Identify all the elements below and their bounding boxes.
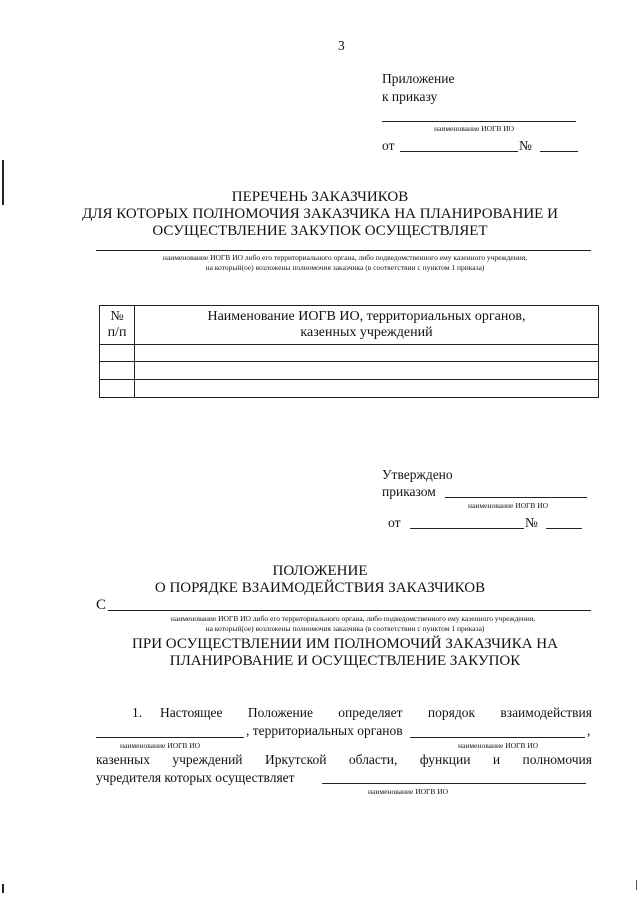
table-header-number — [100, 306, 135, 345]
list-title-line3: ОСУЩЕСТВЛЕНИЕ ЗАКУПОК ОСУЩЕСТВЛЯЕТ — [152, 223, 488, 239]
table-cell-name — [135, 345, 599, 362]
table-header-name-line1: Наименование ИОГВ ИО, территориальных органов, — [207, 309, 526, 324]
table-header-row — [100, 306, 599, 345]
paragraph-word: учреждений — [172, 752, 243, 767]
approved-order-label: приказом — [382, 484, 436, 499]
approved-order-blank — [445, 497, 587, 498]
paragraph-word: полномочия — [522, 752, 592, 767]
approved-number-blank — [546, 528, 582, 529]
approved-order-caption: наименование ИОГВ ИО — [468, 501, 549, 510]
approved-date-blank — [410, 528, 524, 529]
approved-no-label: № — [525, 515, 538, 530]
list-title-line1: ПЕРЕЧЕНЬ ЗАКАЗЧИКОВ — [231, 189, 409, 205]
table-header-number-line1: № — [110, 309, 124, 324]
paragraph-caption-b: наименование ИОГВ ИО — [458, 741, 539, 750]
paragraph-word: определяет — [338, 705, 403, 720]
table-row — [100, 380, 599, 398]
regulation-caption-line2: на который(ое) возложены полномочия заказчика (в соответствии с пунктом 1 приказа) — [205, 624, 485, 633]
paragraph-word: Положение — [247, 705, 313, 720]
paragraph-word: области, — [348, 752, 398, 767]
table-header-name-line2: казенных учреждений — [300, 325, 433, 340]
appendix-title: Приложение — [382, 71, 455, 86]
customers-table — [99, 305, 599, 398]
paragraph-word: и — [492, 752, 501, 767]
paragraph-line4: учредителя которых осуществляет — [96, 770, 295, 785]
regulation-with-label: С — [96, 597, 107, 613]
paragraph-word: порядок — [427, 705, 476, 720]
approved-title: Утверждено — [382, 467, 453, 482]
table-cell-name — [135, 362, 599, 380]
list-caption-line2: на который(ое) возложены полномочия заказчика (в соответствии с пунктом 1 приказа) — [205, 263, 485, 272]
paragraph-blank-c — [322, 783, 586, 784]
table-header-number-line2: п/п — [107, 325, 127, 340]
table-cell-number — [100, 380, 135, 398]
order-name-caption: наименование ИОГВ ИО — [434, 124, 515, 133]
paragraph-caption-a: наименование ИОГВ ИО — [120, 741, 201, 750]
table-cell-number — [100, 345, 135, 362]
regulation-title-line3: ПРИ ОСУЩЕСТВЛЕНИИ ИМ ПОЛНОМОЧИЙ ЗАКАЗЧИКА НА — [132, 636, 558, 652]
paragraph-territorial-text: , территориальных органов — [246, 723, 403, 738]
paragraph-word: Настоящее — [160, 705, 223, 720]
scan-margin-dot-right — [636, 880, 637, 890]
paragraph-word: Иркутской — [264, 752, 327, 767]
paragraph-blank-a — [96, 737, 244, 738]
paragraph-caption-c: наименование ИОГВ ИО — [368, 787, 449, 796]
regulation-title-line1: ПОЛОЖЕНИЕ — [272, 563, 368, 579]
regulation-title-line4: ПЛАНИРОВАНИЕ И ОСУЩЕСТВЛЕНИЕ ЗАКУПОК — [169, 653, 521, 669]
appendix-from-label: от — [382, 138, 395, 153]
appendix-date-blank — [400, 151, 518, 152]
regulation-customer-blank — [108, 610, 591, 611]
appendix-number-blank — [540, 151, 578, 152]
table-row — [100, 362, 599, 380]
paragraph-word: казенных — [96, 752, 150, 767]
regulation-title-line2: О ПОРЯДКЕ ВЗАИМОДЕЙСТВИЯ ЗАКАЗЧИКОВ — [154, 580, 486, 596]
customer-name-blank — [96, 250, 591, 251]
approved-from-label: от — [388, 515, 401, 530]
list-title-line2: ДЛЯ КОТОРЫХ ПОЛНОМОЧИЯ ЗАКАЗЧИКА НА ПЛАНИРОВАНИЕ И — [82, 206, 558, 222]
table-cell-number — [100, 362, 135, 380]
paragraph-word: взаимодействия — [500, 705, 592, 720]
table-header-name — [135, 306, 599, 345]
appendix-no-label: № — [519, 138, 532, 153]
regulation-caption-line1: наименование ИОГВ ИО либо его территориального органа, либо подведомственного ему казенного учреждения, — [170, 614, 536, 623]
scan-margin-dot — [2, 884, 4, 893]
paragraph-number: 1. — [132, 705, 143, 720]
table-cell-name — [135, 380, 599, 398]
paragraph-blank-b — [410, 737, 585, 738]
page-number: 3 — [338, 38, 345, 53]
order-name-blank — [382, 121, 576, 122]
table-row — [100, 345, 599, 362]
paragraph-comma: , — [587, 723, 591, 738]
paragraph-line3 — [96, 752, 592, 768]
appendix-subtitle: к приказу — [382, 89, 438, 104]
paragraph-line1 — [160, 705, 592, 721]
list-caption-line1: наименование ИОГВ ИО либо его территориального органа, либо подведомственного ему казенного учреждения, — [162, 253, 528, 262]
paragraph-word: функции — [419, 752, 471, 767]
